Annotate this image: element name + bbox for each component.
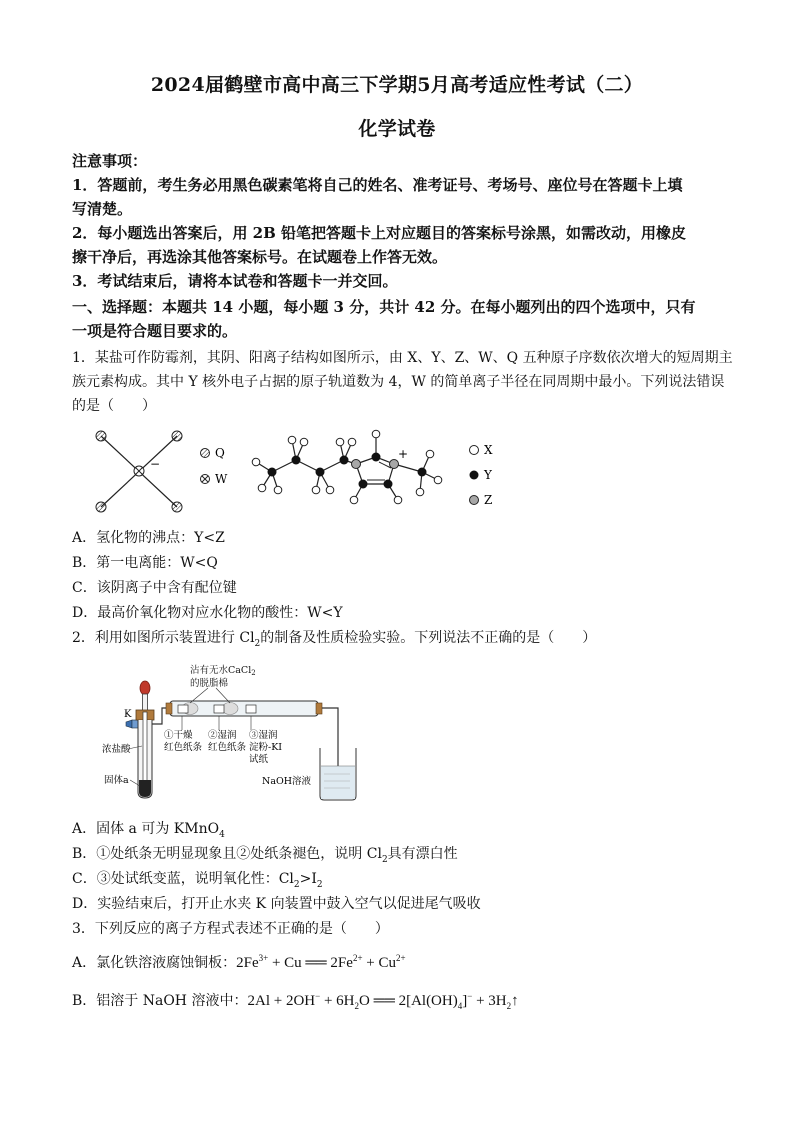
x-atom-icon [274,486,282,494]
svg-text:②湿润: ②湿润 [208,730,237,741]
x-atom-icon [394,496,402,504]
svg-text:沾有无水CaCl2: 沾有无水CaCl$_2$ [190,665,256,677]
q2-apparatus-figure [98,656,363,804]
x-atom-icon [312,486,320,494]
notice-item-2-line-2: 擦干净后，再选涂其他答案标号。在试题卷上作答无效。 [72,248,448,266]
q-atom-icon [96,502,106,512]
x-atom-icon [336,438,344,446]
legend-q-icon [201,449,210,458]
notice-item-2-line-1: 2．每小题选出答案后，用 2B 铅笔把答题卡上对应题目的答案标号涂黑，如需改动，用橡皮 [72,224,687,242]
svg-text:③湿润: ③湿润 [249,730,278,741]
legend-y-label: Y [484,468,492,482]
legend-x-label: X [484,443,493,457]
legend-x-icon [470,446,479,455]
q1-anion-structure [88,424,268,519]
svg-text:红色纸条: 红色纸条 [208,742,247,753]
cotton-icon [222,703,238,715]
x-atom-icon [434,476,442,484]
q1-option-d: D．最高价氧化物对应水化物的酸性：W<Y [72,605,343,621]
legend-z-icon [470,496,479,505]
q-atom-icon [172,431,182,441]
x-atom-icon [372,430,380,438]
q1-cation-structure [248,424,510,519]
x-atom-icon [350,496,358,504]
y-atom-icon [268,468,277,477]
q3-option-a: A．氯化铁溶液腐蚀铜板：$2Fe^{3+} + Cu$ ══ $2Fe^{2+} + Cu^{2+}$ [72,953,406,971]
paper-2-icon [214,705,224,713]
y-atom-icon [372,453,381,462]
y-atom-icon [359,480,368,489]
x-atom-icon [348,438,356,446]
legend-w-label: W [215,472,228,486]
section-1-line-1: 一、选择题：本题共 14 小题，每小题 3 分，共计 42 分。在每小题列出的四个选项中，只有 [72,298,696,316]
z-atom-icon [352,460,361,469]
x-atom-icon [300,438,308,446]
y-atom-icon [340,456,349,465]
q2-option-a: A．固体 a 可为 KMnO$_4$ [72,821,225,840]
q-atom-icon [96,431,106,441]
notice-item-1-line-1: 1．答题前，考生务必用黑色碳素笔将自己的姓名、准考证号、考场号、座位号在答题卡上填 [72,176,683,194]
dropper-bulb-icon [140,681,150,695]
svg-text:①干燥: ①干燥 [164,730,193,741]
svg-text:的脱脂棉: 的脱脂棉 [190,678,229,689]
q3-stem: 3．下列反应的离子方程式表述不正确的是（ ） [72,921,389,937]
q2-option-d: D．实验结束后，打开止水夹 K 向装置中鼓入空气以促进尾气吸收 [72,896,481,912]
svg-text:试纸: 试纸 [249,754,269,765]
anion-charge: − [150,457,161,471]
q1-option-b: B．第一电离能：W<Q [72,555,218,571]
x-atom-icon [326,486,334,494]
x-atom-icon [252,458,260,466]
q1-option-a: A．氢化物的沸点：Y<Z [72,530,225,546]
section-1-line-2: 一项是符合题目要求的。 [72,322,238,340]
q2-option-c: C．③处试纸变蓝，说明氧化性：$Cl_2>I_2$ [72,871,323,890]
q2-stem: 2．利用如图所示装置进行 $Cl_2$的制备及性质检验实验。下列说法不正确的是（ ） [72,630,597,649]
x-atom-icon [288,436,296,444]
y-atom-icon [384,480,393,489]
notice-item-3: 3．考试结束后，请将本试卷和答题卡一并交回。 [72,272,398,290]
exam-title: 2024届鹤壁市高中高三下学期5月高考适应性考试（二） [150,74,644,96]
naoh-label: NaOH溶液 [262,776,312,787]
svg-text:淀粉-KI: 淀粉-KI [249,742,283,753]
q1-stem-line-1: 1．某盐可作防霉剂，其阴、阳离子结构如图所示，由 X、Y、Z、W、Q 五种原子序数依次增大的短周期主 [72,350,733,366]
q2-option-b: B．①处纸条无明显现象且②处纸条褪色，说明 $Cl_2$具有漂白性 [72,846,458,865]
y-atom-icon [292,456,301,465]
exam-subtitle: 化学试卷 [358,118,436,140]
legend-y-icon [470,471,479,480]
legend-q-label: Q [215,446,225,460]
x-atom-icon [258,484,266,492]
paper-3-icon [246,705,256,713]
q1-stem-line-3: 的是（ ） [72,398,156,414]
q3-option-b: B．铝溶于 NaOH 溶液中：$2Al + 2OH^- + 6H_2O$ ══ $2[Al(OH)_4]^-$ + $3H_2↑$ [72,991,519,1011]
x-atom-icon [426,450,434,458]
clamp-k-label: K [124,709,132,720]
svg-text:红色纸条: 红色纸条 [164,742,203,753]
q1-option-c: C．该阴离子中含有配位键 [72,580,237,596]
legend-z-label: Z [484,493,493,507]
solid-a-icon [139,780,151,797]
paper-1-icon [178,705,188,713]
notice-item-1-line-2: 写清楚。 [72,200,133,218]
notice-heading: 注意事项： [72,152,148,170]
y-atom-icon [316,468,325,477]
x-atom-icon [416,488,424,496]
hcl-label: 浓盐酸 [102,744,131,755]
solid-a-label: 固体a [104,775,129,786]
cation-charge: + [398,447,409,461]
q-atom-icon [172,502,182,512]
q1-stem-line-2: 族元素构成。其中 Y 核外电子占据的原子轨道数为 4，W 的简单离子半径在同周期中最小。下列说法错误 [72,374,725,390]
y-atom-icon [418,468,427,477]
